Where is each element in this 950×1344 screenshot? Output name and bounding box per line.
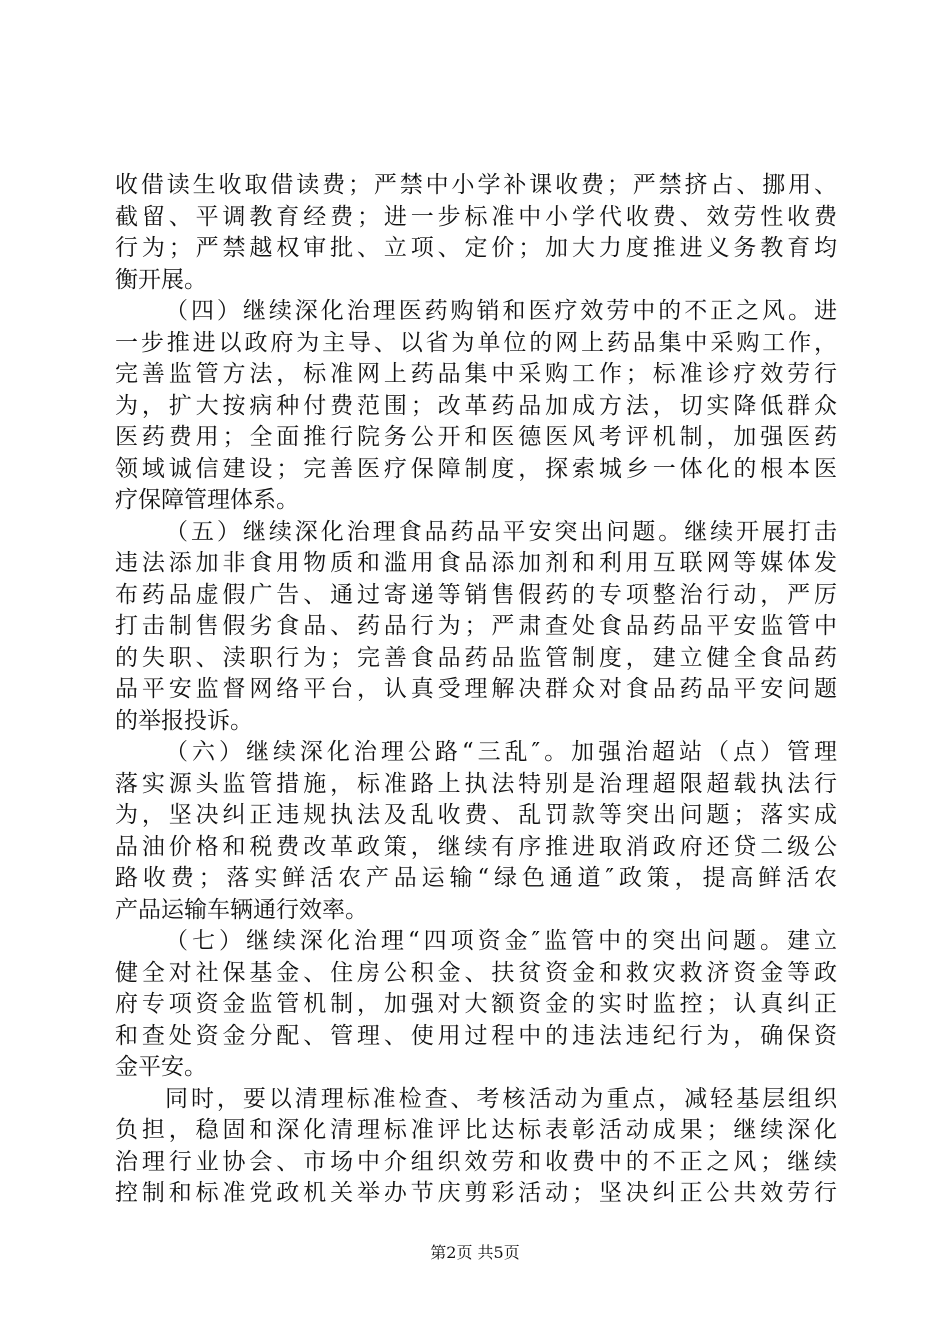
text-line: 负担，稳固和深化清理标准评比达标表彰活动成果；继续深化 xyxy=(115,1117,837,1143)
text-line: 布药品虚假广告、通过寄递等销售假药的专项整治行动，严厉 xyxy=(115,581,837,608)
text-line: 违法添加非食用物质和滥用食品添加剂和利用互联网等媒体发 xyxy=(115,550,837,576)
text-line: 落实源头监管措施，标准路上执法特别是治理超限超载执法行 xyxy=(115,770,837,797)
text-line: （五）继续深化治理食品药品平安突出问题。继续开展打击 xyxy=(165,518,837,545)
text-line: 行为；严禁越权审批、立项、定价；加大力度推进义务教育均 xyxy=(115,235,837,261)
text-line: 打击制售假劣食品、药品行为；严肃查处食品药品平安监管中 xyxy=(115,613,837,639)
paragraph xyxy=(115,170,837,296)
paragraph xyxy=(115,737,837,926)
text-line: 控制和标准党政机关举办节庆剪彩活动；坚决纠正公共效劳行 xyxy=(115,1180,837,1206)
text-line: 领域诚信建设；完善医疗保障制度，探索城乡一体化的根本医 xyxy=(115,455,837,482)
text-line: 品油价格和税费改革政策，继续有序推进取消政府还贷二级公 xyxy=(115,833,837,860)
text-line: 金平安。 xyxy=(115,1054,207,1080)
paragraph xyxy=(115,517,837,738)
text-line: 产品运输车辆通行效率。 xyxy=(115,896,368,923)
text-line: 收借读生收取借读费；严禁中小学补课收费；严禁挤占、挪用、 xyxy=(115,172,837,198)
text-line: 为，坚决纠正违规执法及乱收费、乱罚款等突出问题；落实成 xyxy=(115,802,837,828)
paragraph xyxy=(115,296,837,517)
text-line: 的失职、渎职行为；完善食品药品监管制度，建立健全食品药 xyxy=(115,644,837,671)
text-line: 完善监管方法，标准网上药品集中采购工作；标准诊疗效劳行 xyxy=(115,361,837,387)
text-line: 衡开展。 xyxy=(115,266,207,293)
text-line: （七）继续深化治理“四项资金″监管中的突出问题。建立 xyxy=(165,928,837,954)
paragraph xyxy=(115,926,837,1084)
paragraph xyxy=(115,1084,837,1210)
text-line: （六）继续深化治理公路“三乱″。加强治超站（点）管理 xyxy=(165,739,837,765)
text-line: 和查处资金分配、管理、使用过程中的违法违纪行为，确保资 xyxy=(115,1022,837,1049)
text-line: 的举报投诉。 xyxy=(115,707,253,734)
document-body xyxy=(115,170,837,1210)
text-line: 疗保障管理体系。 xyxy=(115,487,299,513)
text-line: 健全对社保基金、住房公积金、扶贫资金和救灾救济资金等政 xyxy=(115,959,837,986)
text-line: 为，扩大按病种付费范围；改革药品加成方法，切实降低群众 xyxy=(115,392,837,419)
text-line: 一步推进以政府为主导、以省为单位的网上药品集中采购工作， xyxy=(115,329,837,356)
page-footer: 第2页 共5页 xyxy=(430,1243,520,1262)
text-line: 医药费用；全面推行院务公开和医德医风考评机制，加强医药 xyxy=(115,424,837,450)
text-line: 府专项资金监管机制，加强对大额资金的实时监控；认真纠正 xyxy=(115,991,837,1017)
text-line: （四）继续深化治理医药购销和医疗效劳中的不正之风。进 xyxy=(165,298,837,324)
text-line: 品平安监督网络平台，认真受理解决群众对食品药品平安问题 xyxy=(115,676,837,702)
text-line: 截留、平调教育经费；进一步标准中小学代收费、效劳性收费 xyxy=(115,203,837,230)
text-line: 同时，要以清理标准检查、考核活动为重点，减轻基层组织 xyxy=(165,1085,837,1112)
text-line: 路收费；落实鲜活农产品运输“绿色通道″政策，提高鲜活农 xyxy=(115,865,837,891)
text-line: 治理行业协会、市场中介组织效劳和收费中的不正之风；继续 xyxy=(115,1148,837,1175)
